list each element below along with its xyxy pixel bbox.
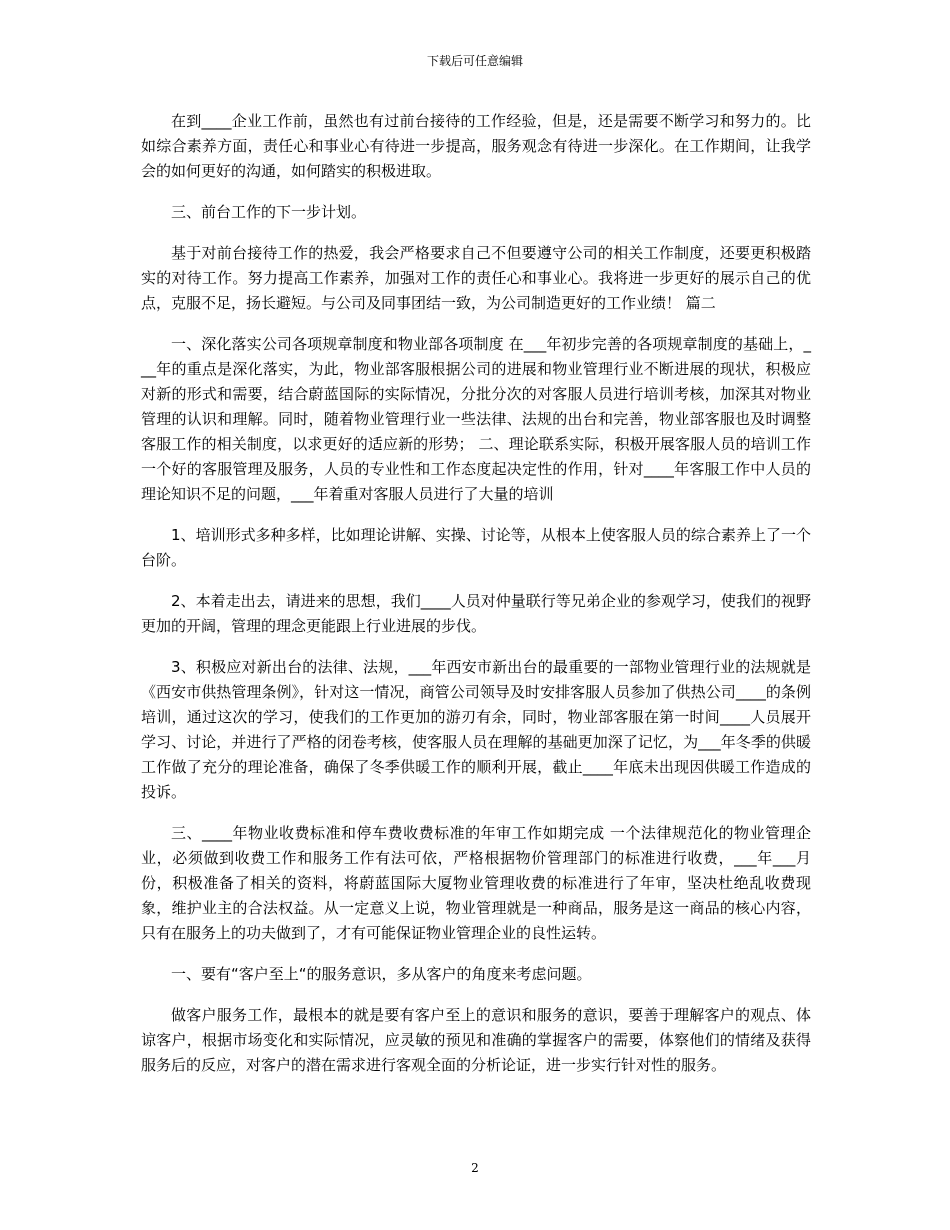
paragraph-10: 做客户服务工作，最根本的就是要有客户至上的意识和服务的意识，要善于理解客户的观点、体谅客户，根据市场变化和实际情况，应灵敏的预见和准确的掌握客户的需要，体察他们的情绪及获得服务后的反应，对客户的潜在需求进行客观全面的分析论证，进一步实行针对性的服务。 [141,1006,811,1074]
paragraph-8: 三、____年物业收费标准和停车费收费标准的年审工作如期完成 一个法律规范化的物业管理企业，必须做到收费工作和服务工作有法可依，严格根据物价管理部门的标准进行收费，___年___月份，积极准备了相关的资料，将蔚蓝国际大厦物业管理收费的标准进行了年审，坚决杜绝乱收费现象，维护业主的合法权益。从一定意义上说，物业管理就是一种商品，服务是这一商品的核心内容，只有在服务上的功夫做到了，才有可能保证物业管理企业的良性运转。 [141,824,811,942]
paragraph-2: 三、前台工作的下一步计划。 [171,203,367,221]
paragraph-6: 2、本着走出去，请进来的思想，我们____人员对仲量联行等兄弟企业的参观学习，使我们的视野更加的开阔，管理的理念更能跟上行业进展的步伐。 [141,592,811,635]
paragraph-1: 在到____企业工作前，虽然也有过前台接待的工作经验，但是，还是需要不断学习和努力的。比如综合素养方面，责任心和事业心有待进一步提高，服务观念有待进一步深化。在工作期间，让我学会的如何更好的沟通，如何踏实的积极进取。 [141,112,811,180]
paragraph-7: 3、积极应对新出台的法律、法规，___年西安市新出台的最重要的一部物业管理行业的法规就是《西安市供热管理条例》，针对这一情况，商管公司领导及时安排客服人员参加了供热公司____的条例培训，通过这次的学习，使我们的工作更加的游刃有余，同时，物业部客服在第一时间____人员展开学习、讨论，并进行了严格的闭卷考核，使客服人员在理解的基础更加深了记忆，为___年冬季的供暖工作做了充分的理论准备，确保了冬季供暖工作的顺利开展，截止____年底未出现因供暖工作造成的投诉。 [141,658,811,801]
document-body [141,109,811,1094]
page-number: 2 [471,1161,479,1175]
paragraph-3: 基于对前台接待工作的热爱，我会严格要求自己不但要遵守公司的相关工作制度，还要更积极踏实的对待工作。努力提高工作素养，加强对工作的责任心和事业心。我将进一步更好的展示自己的优点，克服不足，扬长避短。与公司及同事团结一致，为公司制造更好的工作业绩！ 篇二 [141,244,811,312]
paragraph-5: 1、培训形式多种多样，比如理论讲解、实操、讨论等，从根本上使客服人员的综合素养上了一个台阶。 [141,526,811,569]
page-header: 下载后可任意编辑 [426,54,523,68]
paragraph-4: 一、深化落实公司各项规章制度和物业部各项制度 在___年初步完善的各项规章制度的基础上，___年的重点是深化落实，为此，物业部客服根据公司的进展和物业管理行业不断进展的现状，积极应对新的形式和需要，结合蔚蓝国际的实际情况，分批分次的对客服人员进行培训考核，加深其对物业管理的认识和理解。同时，随着物业管理行业一些法律、法规的出台和完善，物业部客服也及时调整客服工作的相关制度，以求更好的适应新的形势； 二、理论联系实际，积极开展客服人员的培训工作 一个好的客服管理及服务，人员的专业性和工作态度起决定性的作用，针对____年客服工作中人员的理论知识不足的问题，___年着重对客服人员进行了大量的培训 [141,335,811,503]
paragraph-9: 一、要有“客户至上“的服务意识，多从客户的角度来考虑问题。 [171,965,592,983]
